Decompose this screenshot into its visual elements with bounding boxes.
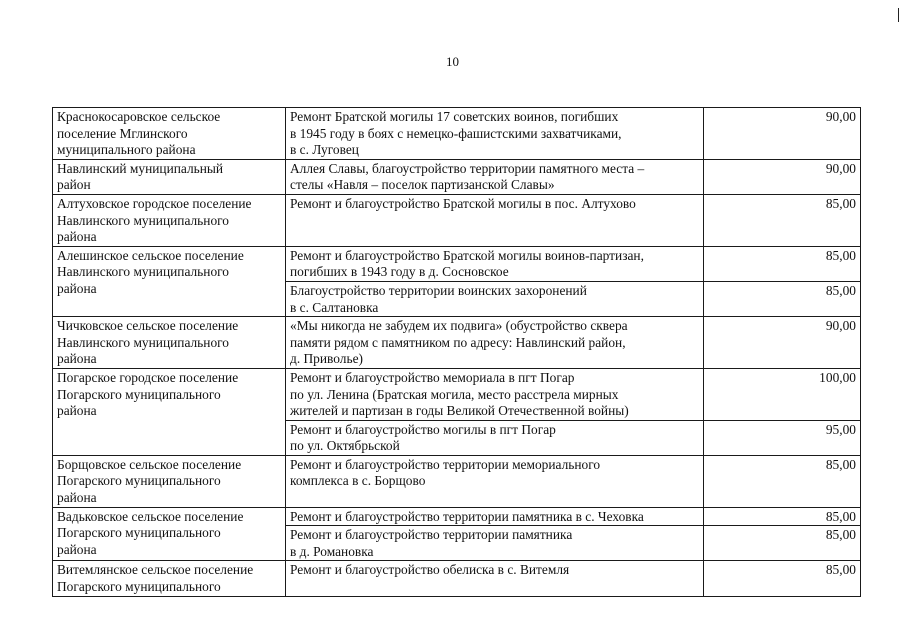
project-description-cell: Ремонт и благоустройство территории памятника в с. Чеховка [286, 507, 704, 526]
amount-cell: 85,00 [704, 526, 861, 561]
project-description-cell: Аллея Славы, благоустройство территории памятного места – стелы «Навля – поселок партизанской Славы» [286, 159, 704, 194]
table-row [53, 108, 861, 160]
page-edge-mark [898, 8, 899, 22]
table-row [53, 368, 861, 420]
funding-table [52, 107, 861, 597]
municipality-cell: Витемлянское сельское поселение Погарского муниципального [53, 561, 286, 596]
amount-cell: 85,00 [704, 455, 861, 507]
municipality-cell: Краснокосаровское сельское поселение Мглинского муниципального района [53, 108, 286, 160]
project-description-cell: Ремонт и благоустройство территории памятника в д. Романовка [286, 526, 704, 561]
table-row [53, 507, 861, 526]
project-description-cell: Ремонт и благоустройство мемориала в пгт Погар по ул. Ленина (Братская могила, место расстрела мирных жителей и партизан в годы Великой Отечественной войны) [286, 368, 704, 420]
project-description-cell: Ремонт и благоустройство Братской могилы в пос. Алтухово [286, 194, 704, 246]
table-row [53, 246, 861, 281]
project-description-cell: Ремонт Братской могилы 17 советских воинов, погибших в 1945 году в боях с немецко-фашистскими захватчиками, в с. Луговец [286, 108, 704, 160]
amount-cell: 95,00 [704, 420, 861, 455]
project-description-cell: Благоустройство территории воинских захоронений в с. Салтановка [286, 281, 704, 316]
page-number: 10 [446, 54, 459, 69]
amount-cell: 90,00 [704, 108, 861, 160]
amount-cell: 85,00 [704, 281, 861, 316]
municipality-cell: Погарское городское поселение Погарского муниципального района [53, 368, 286, 455]
municipality-cell: Вадьковское сельское поселение Погарского муниципального района [53, 507, 286, 561]
amount-cell: 85,00 [704, 246, 861, 281]
project-description-cell: Ремонт и благоустройство обелиска в с. Витемля [286, 561, 704, 596]
municipality-cell: Чичковское сельское поселение Навлинского муниципального района [53, 317, 286, 369]
table-row [53, 561, 861, 596]
amount-cell: 90,00 [704, 159, 861, 194]
project-description-cell: Ремонт и благоустройство Братской могилы воинов-партизан, погибших в 1943 году в д. Сосновское [286, 246, 704, 281]
table-row [53, 159, 861, 194]
project-description-cell: Ремонт и благоустройство могилы в пгт Погар по ул. Октябрьской [286, 420, 704, 455]
amount-cell: 85,00 [704, 507, 861, 526]
municipality-cell: Борщовское сельское поселение Погарского муниципального района [53, 455, 286, 507]
amount-cell: 100,00 [704, 368, 861, 420]
amount-cell: 85,00 [704, 561, 861, 596]
table-row [53, 455, 861, 507]
municipality-cell: Алтуховское городское поселение Навлинского муниципального района [53, 194, 286, 246]
municipality-cell: Навлинский муниципальный район [53, 159, 286, 194]
amount-cell: 85,00 [704, 194, 861, 246]
municipality-cell: Алешинское сельское поселение Навлинского муниципального района [53, 246, 286, 316]
table-row [53, 194, 861, 246]
project-description-cell: «Мы никогда не забудем их подвига» (обустройство сквера памяти рядом с памятником по адресу: Навлинский район, д. Приволье) [286, 317, 704, 369]
table-row [53, 317, 861, 369]
amount-cell: 90,00 [704, 317, 861, 369]
project-description-cell: Ремонт и благоустройство территории мемориального комплекса в с. Борщово [286, 455, 704, 507]
